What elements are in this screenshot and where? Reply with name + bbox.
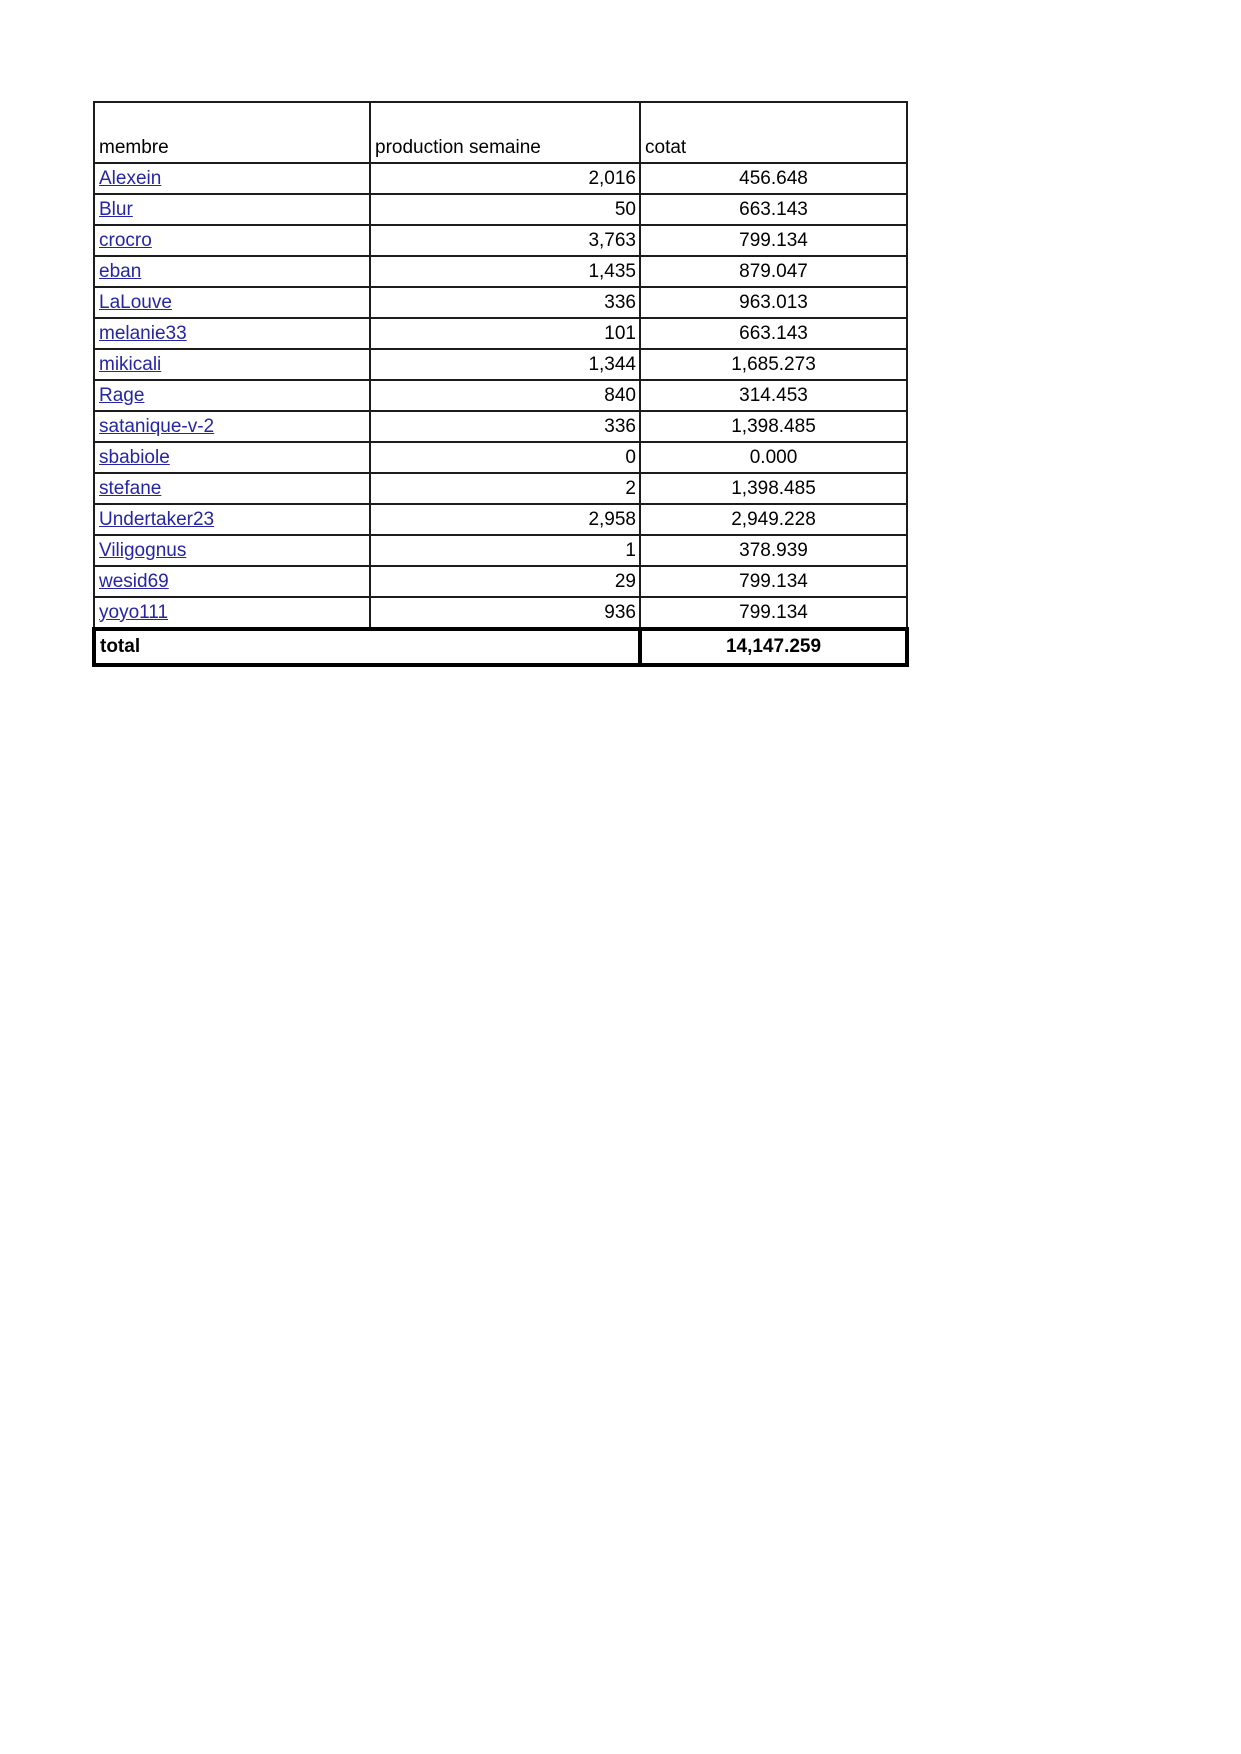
- table-row: [94, 194, 907, 225]
- member-cell: [94, 442, 370, 473]
- table-row: [94, 442, 907, 473]
- member-link[interactable]: Viligognus: [99, 539, 187, 561]
- production-value: 101: [370, 318, 640, 349]
- total-row: [94, 629, 907, 665]
- table-row: [94, 566, 907, 597]
- member-cell: [94, 597, 370, 629]
- table-row: [94, 349, 907, 380]
- table-row: [94, 504, 907, 535]
- member-link[interactable]: melanie33: [99, 322, 187, 344]
- member-cell: [94, 380, 370, 411]
- cotat-value: 799.134: [640, 597, 907, 629]
- table-row: [94, 318, 907, 349]
- member-cell: [94, 566, 370, 597]
- cotat-value: 2,949.228: [640, 504, 907, 535]
- column-header-cotat: cotat: [640, 102, 907, 163]
- table-row: [94, 411, 907, 442]
- members-production-table: [92, 101, 909, 667]
- cotat-value: 0.000: [640, 442, 907, 473]
- cotat-value: 963.013: [640, 287, 907, 318]
- production-value: 2: [370, 473, 640, 504]
- column-header-membre: membre: [94, 102, 370, 163]
- total-label: total: [94, 629, 640, 665]
- member-link[interactable]: crocro: [99, 229, 152, 251]
- member-link[interactable]: eban: [99, 260, 142, 282]
- member-link[interactable]: mikicali: [99, 353, 162, 375]
- member-link[interactable]: Alexein: [99, 167, 162, 189]
- table-row: [94, 163, 907, 194]
- cotat-value: 663.143: [640, 194, 907, 225]
- member-link[interactable]: Blur: [99, 198, 133, 220]
- cotat-value: 456.648: [640, 163, 907, 194]
- member-cell: [94, 287, 370, 318]
- member-link[interactable]: sbabiole: [99, 446, 170, 468]
- member-cell: [94, 473, 370, 504]
- production-value: 3,763: [370, 225, 640, 256]
- member-cell: [94, 318, 370, 349]
- production-value: 2,016: [370, 163, 640, 194]
- member-cell: [94, 225, 370, 256]
- cotat-value: 799.134: [640, 566, 907, 597]
- production-value: 1,435: [370, 256, 640, 287]
- member-cell: [94, 163, 370, 194]
- member-link[interactable]: yoyo111: [99, 601, 169, 623]
- production-value: 50: [370, 194, 640, 225]
- cotat-value: 1,398.485: [640, 473, 907, 504]
- table-row: [94, 473, 907, 504]
- cotat-value: 314.453: [640, 380, 907, 411]
- member-link[interactable]: Rage: [99, 384, 145, 406]
- column-header-production-semaine: production semaine: [370, 102, 640, 163]
- production-value: 0: [370, 442, 640, 473]
- member-cell: [94, 504, 370, 535]
- production-value: 1: [370, 535, 640, 566]
- production-value: 336: [370, 287, 640, 318]
- table-row: [94, 287, 907, 318]
- cotat-value: 378.939: [640, 535, 907, 566]
- cotat-value: 799.134: [640, 225, 907, 256]
- cotat-value: 879.047: [640, 256, 907, 287]
- production-value: 936: [370, 597, 640, 629]
- member-link[interactable]: LaLouve: [99, 291, 172, 313]
- member-link[interactable]: wesid69: [99, 570, 169, 592]
- member-link[interactable]: stefane: [99, 477, 162, 499]
- production-value: 29: [370, 566, 640, 597]
- total-value: 14,147.259: [640, 629, 907, 665]
- table-row: [94, 597, 907, 629]
- member-link[interactable]: Undertaker23: [99, 508, 215, 530]
- table-row: [94, 225, 907, 256]
- cotat-value: 1,398.485: [640, 411, 907, 442]
- member-cell: [94, 535, 370, 566]
- production-value: 1,344: [370, 349, 640, 380]
- header-row: [94, 102, 907, 163]
- production-value: 336: [370, 411, 640, 442]
- production-value: 2,958: [370, 504, 640, 535]
- table-row: [94, 535, 907, 566]
- cotat-value: 1,685.273: [640, 349, 907, 380]
- member-cell: [94, 194, 370, 225]
- table-row: [94, 380, 907, 411]
- production-value: 840: [370, 380, 640, 411]
- member-cell: [94, 349, 370, 380]
- member-link[interactable]: satanique-v-2: [99, 415, 215, 437]
- member-cell: [94, 411, 370, 442]
- member-cell: [94, 256, 370, 287]
- cotat-value: 663.143: [640, 318, 907, 349]
- table-row: [94, 256, 907, 287]
